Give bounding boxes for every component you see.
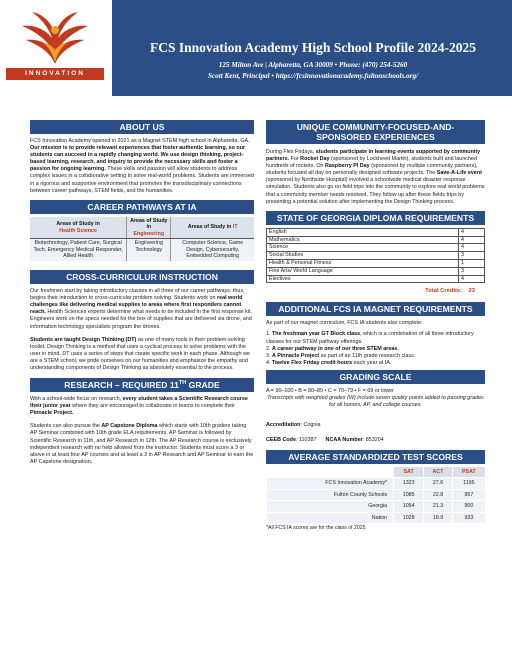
- table-row: Fulton County Schools 1085 22.8 957: [267, 489, 486, 501]
- grading-note: Transcripts with weighted grades (W) include seven quality points added to passing grades for all honors, AP, and college courses.: [267, 394, 484, 409]
- codes: CEEB Code: 110387 NCAA Number: 853204: [266, 437, 384, 444]
- principal-line: Scott Kent, Principal • https://fcsinnovationacademy.fultonschools.org/: [207, 72, 419, 80]
- research-text-2: Students can also pursue the AP Capstone Diploma which starts with 10th graders taking AP Seminar combined with 10th grade ELA requirements. AP Seminar is followed by Scientific Research in 11th, and AP Research in 12th. The AP Research course is exclusively independent research with no help allowed from the instructor. Students must score a 3 or above in at least four AP courses and at least a 3 in AP Research and AP Seminar to earn the AP Capstone designation.: [30, 423, 254, 465]
- accreditation: Accreditation: Cognia: [266, 422, 321, 429]
- scores-heading: AVERAGE STANDARDIZED TEST SCORES: [266, 450, 485, 464]
- magnet-heading: ADDITIONAL FCS IA MAGNET REQUIREMENTS: [266, 302, 485, 316]
- left-column: [30, 120, 254, 466]
- table-row: Nation 1028 19.9 933: [267, 512, 486, 523]
- list-item: 1. The freshman year GT Block class, which is a combination of all three introductory classes for our STEM pathway offerings.: [266, 331, 474, 345]
- phoenix-icon: [20, 6, 90, 68]
- list-item: 2. A career pathway in one of our three STEM areas.: [266, 345, 399, 352]
- magnet-list: [266, 331, 485, 366]
- pathways-heading: CAREER PATHWAYS AT IA: [30, 200, 254, 214]
- pathway-items-it: Computer Science, Game Design, Cybersecurity, Embedded Computing: [171, 239, 254, 261]
- research-text-1: With a school-wide focus on research, every student takes a Scientific Research course their junior year where they are encouraged to collaborate in teams to complete their Pinnacle Project.: [30, 396, 248, 417]
- about-heading: ABOUT US: [30, 120, 254, 134]
- grading-scale: A = 90–100 • B = 80–89 • C = 70–79 • F = 69 or lower: [266, 387, 394, 394]
- table-row: Electives 4: [267, 275, 485, 283]
- table-row: Health & Personal Fitness 1: [267, 259, 485, 267]
- right-column: [266, 120, 485, 532]
- table-row: Mathematics 4: [267, 236, 485, 244]
- table-row: FCS Innovation Academy* 1323 27.6 1195: [267, 478, 486, 490]
- table-row: Social Studies 3: [267, 252, 485, 260]
- logo-wordmark: INNOVATION: [6, 68, 104, 80]
- community-heading: UNIQUE COMMUNITY-FOCUSED-AND-SPONSORED EXPERIENCES: [266, 120, 485, 144]
- about-text: FCS Innovation Academy opened in 2021 as a Magnet STEM high school in Alpharetta, GA. Our mission is to provide relevant experiences that foster authentic learning, so our students can succeed in a rapidly changing world. We use design thinking, project-based learning, research, and inquiry to provide the necessary skills and foster a passion for ongoing learning. These skills and passion will allow students to address complex issues in a collaborative setting to solve real-world problems. Students are immersed in a rigorous and supportive environment that promotes the transdisciplinary connections between career pathways, STEM fields, and the humanities.: [30, 138, 254, 194]
- cross-heading: CROSS-CURRICULUR INSTRUCTION: [30, 270, 254, 284]
- table-row: Fine Arts/ World Language 3: [267, 267, 485, 275]
- address-line: 125 Milton Ave | Alpharetta, GA 30009 • Phone: (470) 254-5260: [218, 61, 408, 69]
- diploma-heading: STATE OF GEORGIA DIPLOMA REQUIREMENTS: [266, 211, 485, 225]
- scores-footnote: *All FCS IA scores are for the class of 2025.: [266, 525, 367, 532]
- pathway-items-engineering: Engineering Technology: [127, 239, 171, 261]
- diploma-table: [266, 228, 485, 284]
- grading-heading: GRADING SCALE: [266, 370, 485, 384]
- table-row: English 4: [267, 228, 485, 236]
- list-item: 4. Twelve Flex Friday credit hours each year at IA.: [266, 359, 392, 366]
- scores-table: [266, 467, 485, 523]
- magnet-intro: As part of our magnet curriculum, FCS IA students also complete:: [266, 320, 423, 327]
- col-psat: PSAT: [452, 467, 485, 478]
- table-row: Science 4: [267, 244, 485, 252]
- cross-text-1: Our freshmen start by taking introductory classes in all three of our career pathways; thus, begins their introduction to cross-curricular problem solving. Students work on real world challenges like delivering medical supplies to areas where first responders cannot reach. Health Sciences experts determine what needs to be included in the first response kit. Engineers work on the specs needed for the box of supplies that are delivered via drone, and information technology specialists program the drones.: [30, 288, 253, 330]
- col-act: ACT: [424, 467, 453, 478]
- list-item: 3. A Pinnacle Project as part of an 11th grade research class.: [266, 352, 416, 359]
- pathway-header-engineering: Areas of Study in Engineering: [127, 217, 171, 239]
- pathways-table: [30, 217, 254, 261]
- pathway-items-health: Biotechnology, Patient Care, Surgical Tech, Emergency Medical Responder, Allied Health: [30, 239, 127, 261]
- total-credits: Total Credits: 23: [425, 288, 475, 295]
- community-text: During Flex Fridays, students participate in learning events supported by community partners. For Rocket Day (sponsored by Lockheed Martin), students built and launched hundreds of rockets. On Raspberry PI Day (sponsored by multiple community partners), students focused all day on personally designed software projects. The Save-A-Life event (sponsored by Northside Hospital) involved a schoolwide medical disaster response simulation. Students also go on field trips into the community to explore real world problems that a community member needs resolved. They follow up after these fields trips by presenting a potential solution after implementing the Design Thinking process.: [266, 149, 485, 205]
- table-row: Georgia 1054 21.3 900: [267, 501, 486, 513]
- pathway-header-health: Areas of Study in Health Science: [30, 217, 127, 239]
- cross-text-2: Students are taught Design Thinking (DT) as one of many tools in their problem-solving toolkit. Design Thinking is a method that uses a cyclical process to solve problems with the user in mind. DT uses a series of steps that create specific work in each phase. Although we are a STEM school, we pride ourselves on our humanities and emphasize the empathy and understanding components of Design Thinking as absolutely essential to the process.: [30, 336, 250, 371]
- pathway-header-it: Areas of Study in IT: [171, 217, 254, 239]
- header-banner: [0, 0, 512, 96]
- research-heading: RESEARCH – REQUIRED 11TH GRADE: [30, 378, 254, 392]
- col-sat: SAT: [394, 467, 424, 478]
- school-logo: [0, 0, 112, 96]
- page-title: FCS Innovation Academy High School Profile 2024-2025: [149, 40, 477, 55]
